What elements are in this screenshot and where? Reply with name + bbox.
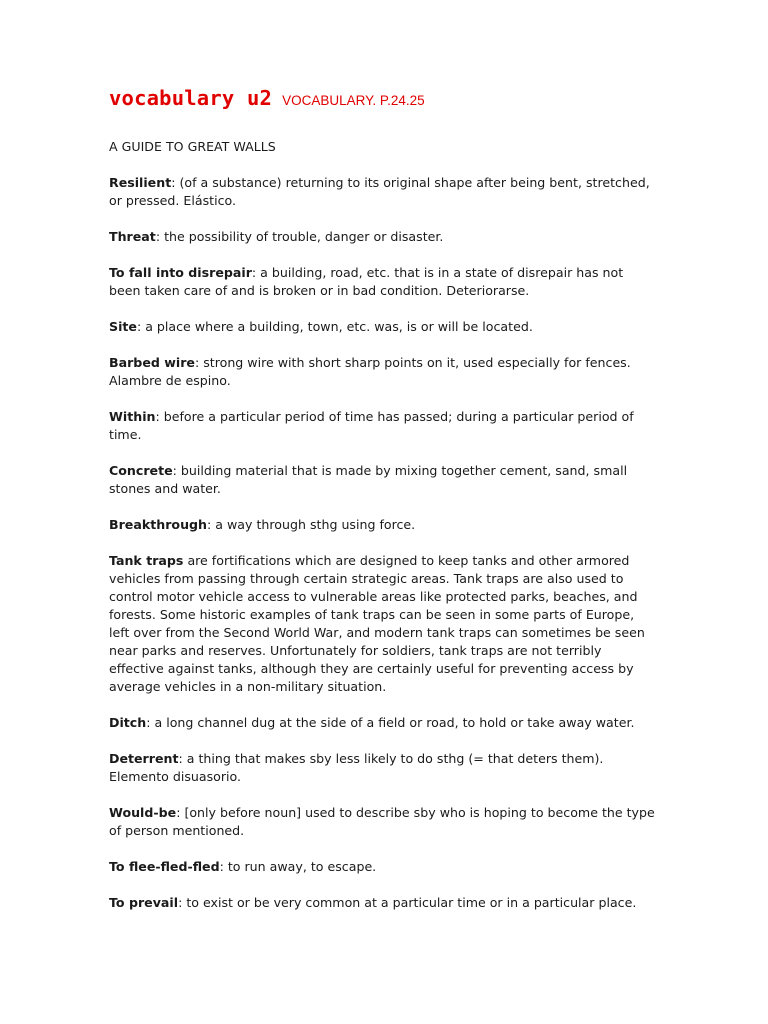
entry-term: Breakthrough [109, 517, 208, 532]
document-content [109, 84, 657, 930]
entry-separator: : [176, 805, 181, 820]
page-subtitle: VOCABULARY. P.24.25 [282, 93, 425, 108]
section-heading: A GUIDE TO GREAT WALLS [109, 139, 276, 154]
entry-term: Deterrent [109, 751, 179, 766]
vocab-entry-deterrent [109, 750, 657, 786]
entry-term: To flee-fled-fled [109, 859, 220, 874]
entry-term: Tank traps [109, 553, 184, 568]
entry-separator: : [219, 859, 224, 874]
entry-term: Ditch [109, 715, 147, 730]
entry-term: To prevail [109, 895, 179, 910]
entry-definition: before a particular period of time has passed; during a particular period of time. [109, 409, 634, 442]
entry-term: Resilient [109, 175, 172, 190]
entry-separator: : [155, 409, 160, 424]
entry-term: Site [109, 319, 137, 334]
entry-definition: a thing that makes sby less likely to do sthg (= that deters them). Elemento disuasorio. [109, 751, 604, 784]
vocab-entry-ditch [109, 714, 657, 732]
vocab-entry-site [109, 318, 657, 336]
vocab-entry-resilient [109, 174, 657, 210]
entry-definition: a long channel dug at the side of a field or road, to hold or take away water. [150, 715, 635, 730]
entry-definition: the possibility of trouble, danger or disaster. [160, 229, 444, 244]
entry-term: Concrete [109, 463, 173, 478]
entry-term: Would-be [109, 805, 177, 820]
vocab-entry-to-flee [109, 858, 657, 876]
vocab-entry-within [109, 408, 657, 444]
entry-separator: : [146, 715, 151, 730]
entry-definition: are fortifications which are designed to keep tanks and other armored vehicles from passing through certain strategic areas. Tank traps are also used to control motor vehicle access to vulnerable areas like protected parks, beaches, and forests. Some historic examples of tank traps can be seen in some parts of Europe, left over from the Second World War, and modern tank traps can sometimes be seen near parks and reserves. Unfortunately for soldiers, tank traps are not terribly effective against tanks, although they are certainly useful for preventing access by average vehicles in a non-military situation. [109, 553, 645, 694]
vocab-entry-barbed-wire [109, 354, 657, 390]
entry-separator: : [194, 355, 200, 370]
title-line [109, 84, 657, 115]
entry-separator: : [178, 751, 183, 766]
entry-term: Barbed wire [109, 355, 195, 370]
entry-term: Within [109, 409, 156, 424]
vocab-entry-to-fall-into-disrepair [109, 264, 657, 300]
vocab-entry-would-be [109, 804, 657, 840]
entry-separator: : [178, 895, 183, 910]
vocab-entry-threat [109, 228, 657, 246]
entry-separator: : [155, 229, 161, 244]
entry-definition: to run away, to escape. [223, 859, 377, 874]
entry-definition: building material that is made by mixing together cement, sand, small stones and water. [109, 463, 628, 496]
vocab-entry-tank-traps [109, 552, 657, 696]
vocab-entry-to-prevail [109, 894, 657, 912]
entry-definition: a building, road, etc. that is in a state of disrepair has not been taken care of and is broken or in bad condition. Deteriorarse. [109, 265, 624, 298]
entry-definition: (of a substance) returning to its original shape after being bent, stretched, or pressed. Elástico. [109, 175, 650, 208]
entry-term: Threat [109, 229, 156, 244]
vocab-entry-breakthrough [109, 516, 657, 534]
entry-separator: : [207, 517, 212, 532]
entry-definition: a way through sthg using force. [211, 517, 416, 532]
entry-definition: strong wire with short sharp points on it, used especially for fences. Alambre de espino. [109, 355, 631, 388]
entry-separator: : [251, 265, 257, 280]
entry-definition: a place where a building, town, etc. was, is or will be located. [141, 319, 533, 334]
entry-separator: : [136, 319, 142, 334]
entry-definition: to exist or be very common at a particular time or in a particular place. [182, 895, 637, 910]
entry-term: To fall into disrepair [109, 265, 252, 280]
page-title: vocabulary u2 [109, 86, 273, 110]
entry-definition: [only before noun] used to describe sby who is hoping to become the type of person mentioned. [109, 805, 655, 838]
entry-separator: : [171, 175, 176, 190]
vocab-entry-concrete [109, 462, 657, 498]
entry-separator: : [172, 463, 177, 478]
